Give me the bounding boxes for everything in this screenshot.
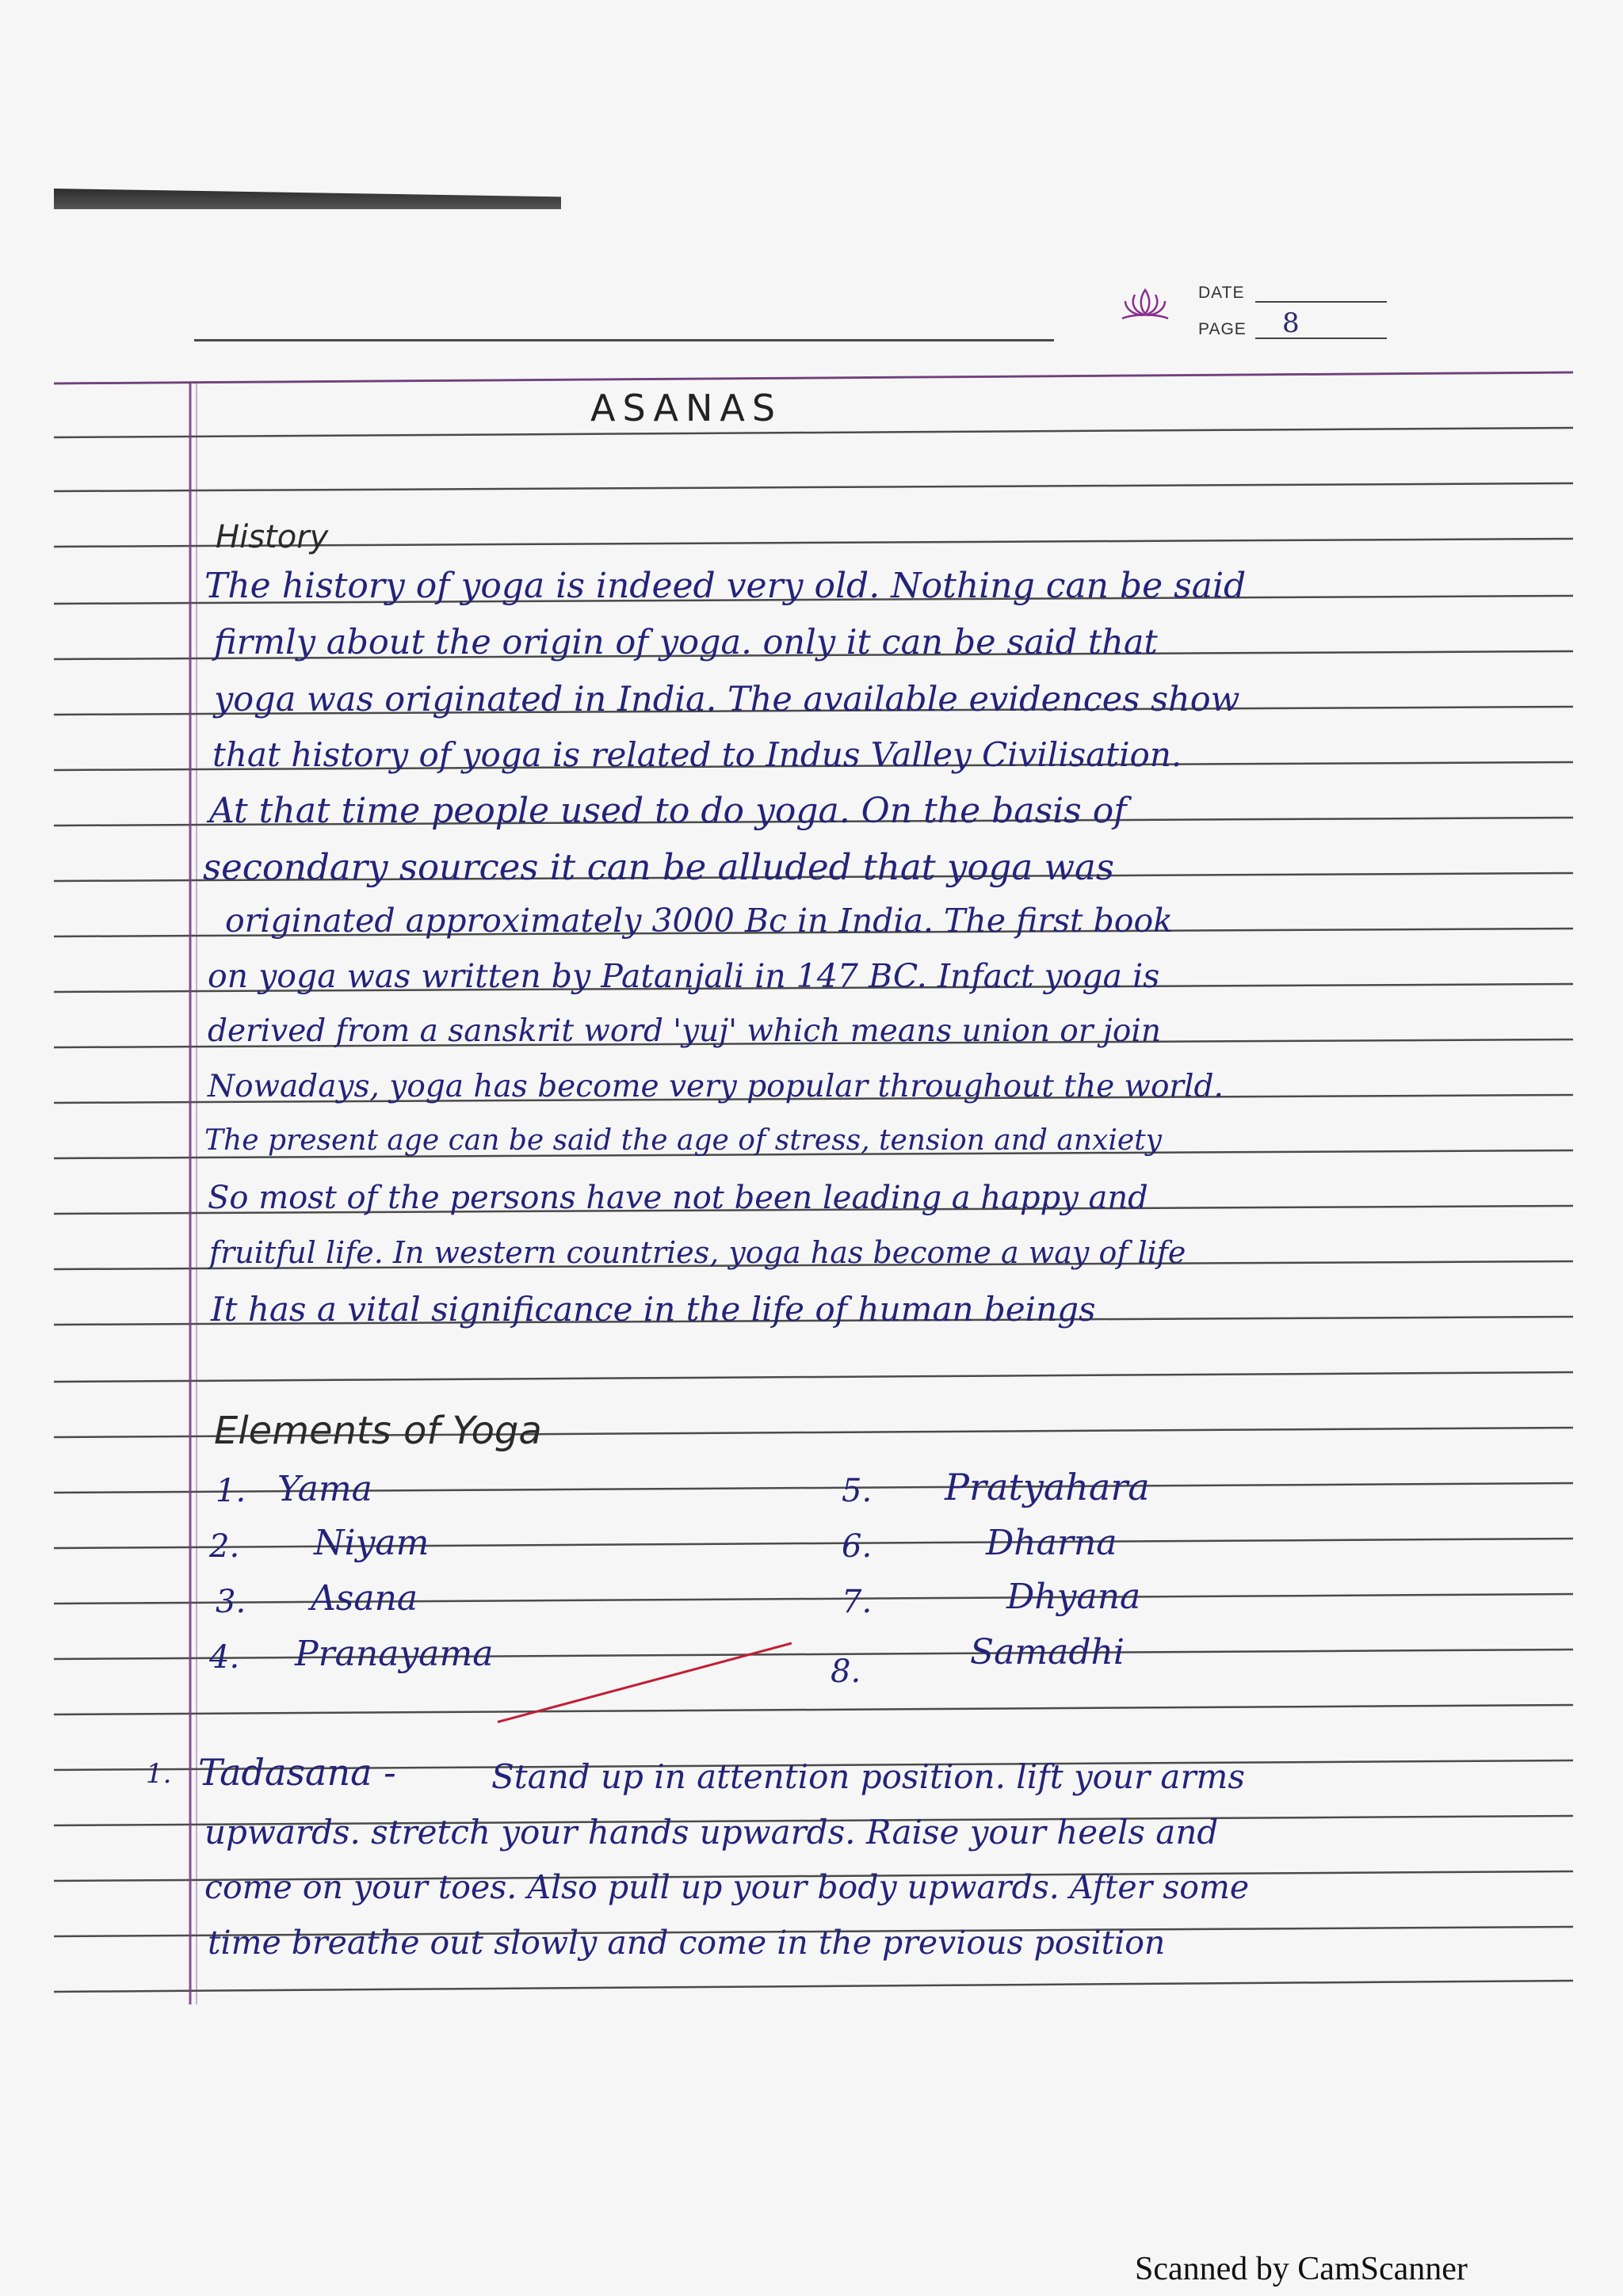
element-item-3-name: Asana: [311, 1578, 418, 1619]
history-line-7: originated approximately 3000 Bc in India. The first book: [225, 902, 1173, 940]
page-number: 8: [1282, 307, 1300, 339]
element-item-5-number: 5.: [842, 1473, 873, 1509]
history-line-3: yoga was originated in India. The available evidences show: [214, 680, 1240, 719]
element-item-4-name: Pranayama: [295, 1634, 494, 1674]
element-item-5-name: Pratyahara: [945, 1466, 1150, 1508]
element-item-8-name: Samadhi: [970, 1632, 1125, 1672]
date-label: DATE: [1198, 284, 1245, 302]
element-item-2-name: Niyam: [314, 1523, 430, 1563]
history-line-2: firmly about the origin of yoga. only it can be said that: [214, 623, 1158, 662]
page-label: PAGE: [1198, 320, 1247, 338]
history-heading: History: [216, 519, 329, 555]
history-line-11: The present age can be said the age of stress, tension and anxiety: [204, 1124, 1162, 1157]
asana-line-2: upwards. stretch your hands upwards. Raise your heels and: [204, 1813, 1219, 1852]
element-item-6-name: Dharna: [986, 1523, 1117, 1563]
element-item-4-number: 4.: [209, 1639, 240, 1676]
history-line-6: secondary sources it can be alluded that yoga was: [203, 846, 1114, 888]
history-line-12: So most of the persons have not been leading a happy and: [208, 1180, 1148, 1216]
asana-line-1: Stand up in attention position. lift your arms: [491, 1757, 1245, 1796]
elements-heading: Elements of Yoga: [214, 1409, 542, 1453]
history-line-4: that history of yoga is related to Indus Valley Civilisation.: [212, 735, 1182, 774]
history-line-10: Nowadays, yoga has become very popular throughout the world.: [208, 1069, 1224, 1104]
history-line-5: At that time people used to do yoga. On the basis of: [209, 791, 1127, 831]
asana-name: Tadasana -: [198, 1751, 396, 1794]
element-item-8-number: 8.: [831, 1653, 861, 1690]
element-item-6-number: 6.: [842, 1528, 873, 1565]
element-item-1-number: 1.: [216, 1473, 246, 1509]
element-item-7-number: 7.: [842, 1584, 873, 1620]
element-item-7-name: Dhyana: [1006, 1577, 1141, 1617]
history-line-13: fruitful life. In western countries, yoga has become a way of life: [209, 1235, 1186, 1270]
history-line-1: The history of yoga is indeed very old. Nothing can be said: [204, 566, 1247, 606]
asana-line-3: come on your toes. Also pull up your body upwards. After some: [204, 1868, 1250, 1906]
history-line-8: on yoga was written by Patanjali in 147 BC. Infact yoga is: [208, 957, 1160, 995]
element-item-3-number: 3.: [216, 1584, 246, 1620]
asana-line-4: time breathe out slowly and come in the previous position: [208, 1924, 1166, 1962]
element-item-1-name: Yama: [277, 1469, 372, 1509]
history-line-9: derived from a sanskrit word 'yuj' which means union or join: [208, 1013, 1161, 1049]
element-item-2-number: 2.: [209, 1528, 240, 1565]
page-title: ASANAS: [590, 387, 783, 429]
history-line-14: It has a vital significance in the life of human beings: [211, 1290, 1096, 1329]
asana-number: 1.: [146, 1758, 172, 1790]
camscanner-watermark: Scanned by CamScanner: [1135, 2251, 1468, 2287]
